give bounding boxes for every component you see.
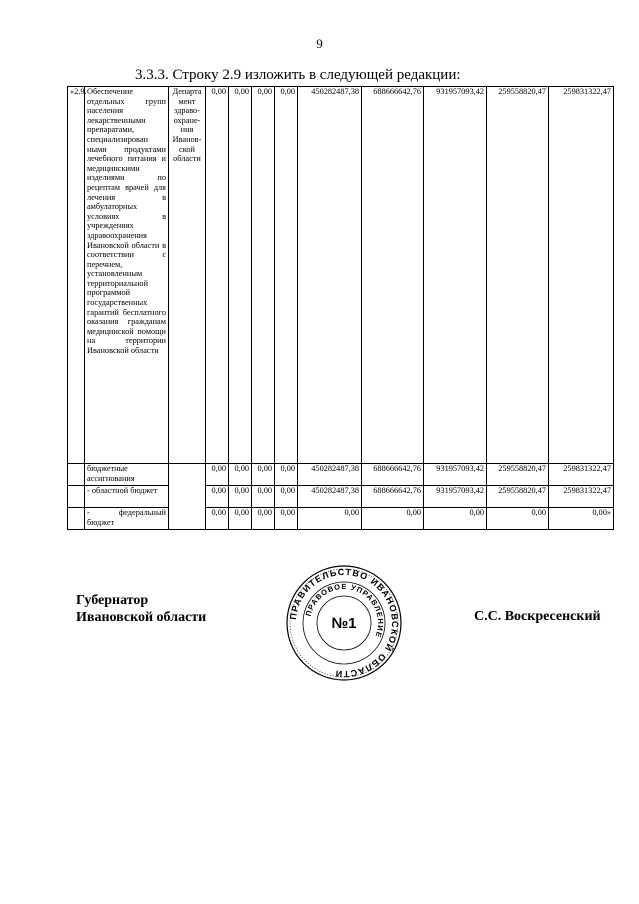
- row-label: бюджетные ассигнования: [85, 464, 169, 486]
- value-cell: 0,00: [252, 486, 275, 508]
- value-cell: 0,00: [252, 87, 275, 464]
- value-cell: 259558820,47: [487, 464, 549, 486]
- empty-cell: [68, 464, 85, 486]
- program-table: [67, 86, 614, 530]
- value-cell: 0,00: [206, 87, 229, 464]
- value-cell: 688666642,76: [362, 486, 424, 508]
- value-cell: 0,00: [275, 464, 298, 486]
- value-cell: 0,00: [424, 508, 487, 530]
- value-cell: 931957093,42: [424, 486, 487, 508]
- value-cell: 0,00: [275, 508, 298, 530]
- value-cell: 450282487,38: [298, 464, 362, 486]
- value-cell: 0,00: [229, 87, 252, 464]
- value-cell: 259831322,47: [549, 486, 614, 508]
- value-cell: 0,00: [487, 508, 549, 530]
- empty-cell: [68, 486, 85, 508]
- table-row: [68, 464, 614, 486]
- row-name: Обеспечение отдельных групп населения лекарственными препаратами, специализирован ными продуктами лечебного питания и медицинскими изделиями по рецептам врачей для лечения в амбулаторных условиях в учреждениях здравоохранения Ивановской области в соответствии с перечнем, установленным территориальной программой государственных гарантий бесплатного оказания гражданам медицинской помощи на территории Ивановской области: [85, 87, 169, 464]
- row-number: «2.9.: [68, 87, 85, 464]
- value-cell: 0,00: [229, 508, 252, 530]
- value-cell: 0,00»: [549, 508, 614, 530]
- seal-inner-text: ПРАВОВОЕ УПРАВЛЕНИЕ: [303, 581, 386, 640]
- value-cell: 0,00: [252, 508, 275, 530]
- value-cell: 0,00: [229, 486, 252, 508]
- value-cell: 0,00: [275, 87, 298, 464]
- page-number: 9: [316, 36, 323, 51]
- empty-cell: [169, 464, 206, 530]
- seal-center-text: №1: [331, 615, 357, 632]
- official-seal: [284, 563, 404, 683]
- value-cell: 0,00: [252, 464, 275, 486]
- value-cell: 450282487,38: [298, 486, 362, 508]
- table-row: [68, 508, 614, 530]
- table-row: [68, 486, 614, 508]
- row-label: - областной бюджет: [85, 486, 169, 508]
- value-cell: 450282487,38: [298, 87, 362, 464]
- value-cell: 0,00: [362, 508, 424, 530]
- signature-title-line: Ивановской области: [76, 610, 207, 625]
- value-cell: 0,00: [206, 486, 229, 508]
- table-row: [68, 87, 614, 464]
- value-cell: 259831322,47: [549, 87, 614, 464]
- row-label: - федеральный бюджет: [85, 508, 169, 530]
- value-cell: 0,00: [206, 464, 229, 486]
- row-executor: Департа мент здраво-охране-ния Иванов-ской области: [169, 87, 206, 464]
- signature-title: [76, 592, 206, 626]
- value-cell: 259831322,47: [549, 464, 614, 486]
- value-cell: 259558820,47: [487, 87, 549, 464]
- value-cell: 0,00: [229, 464, 252, 486]
- signer-name: С.С. Воскресенский: [474, 609, 601, 624]
- value-cell: 688666642,76: [362, 464, 424, 486]
- seal-outer-text: ПРАВИТЕЛЬСТВО ИВАНОВСКОЙ ОБЛАСТИ: [288, 566, 401, 680]
- value-cell: 931957093,42: [424, 464, 487, 486]
- intro-text: 3.3.3. Строку 2.9 изложить в следующей редакции:: [135, 67, 461, 83]
- value-cell: 0,00: [298, 508, 362, 530]
- value-cell: 259558820,47: [487, 486, 549, 508]
- value-cell: 931957093,42: [424, 87, 487, 464]
- value-cell: 0,00: [206, 508, 229, 530]
- signature-title-line: Губернатор: [76, 593, 149, 608]
- value-cell: 0,00: [275, 486, 298, 508]
- value-cell: 688666642,76: [362, 87, 424, 464]
- empty-cell: [68, 508, 85, 530]
